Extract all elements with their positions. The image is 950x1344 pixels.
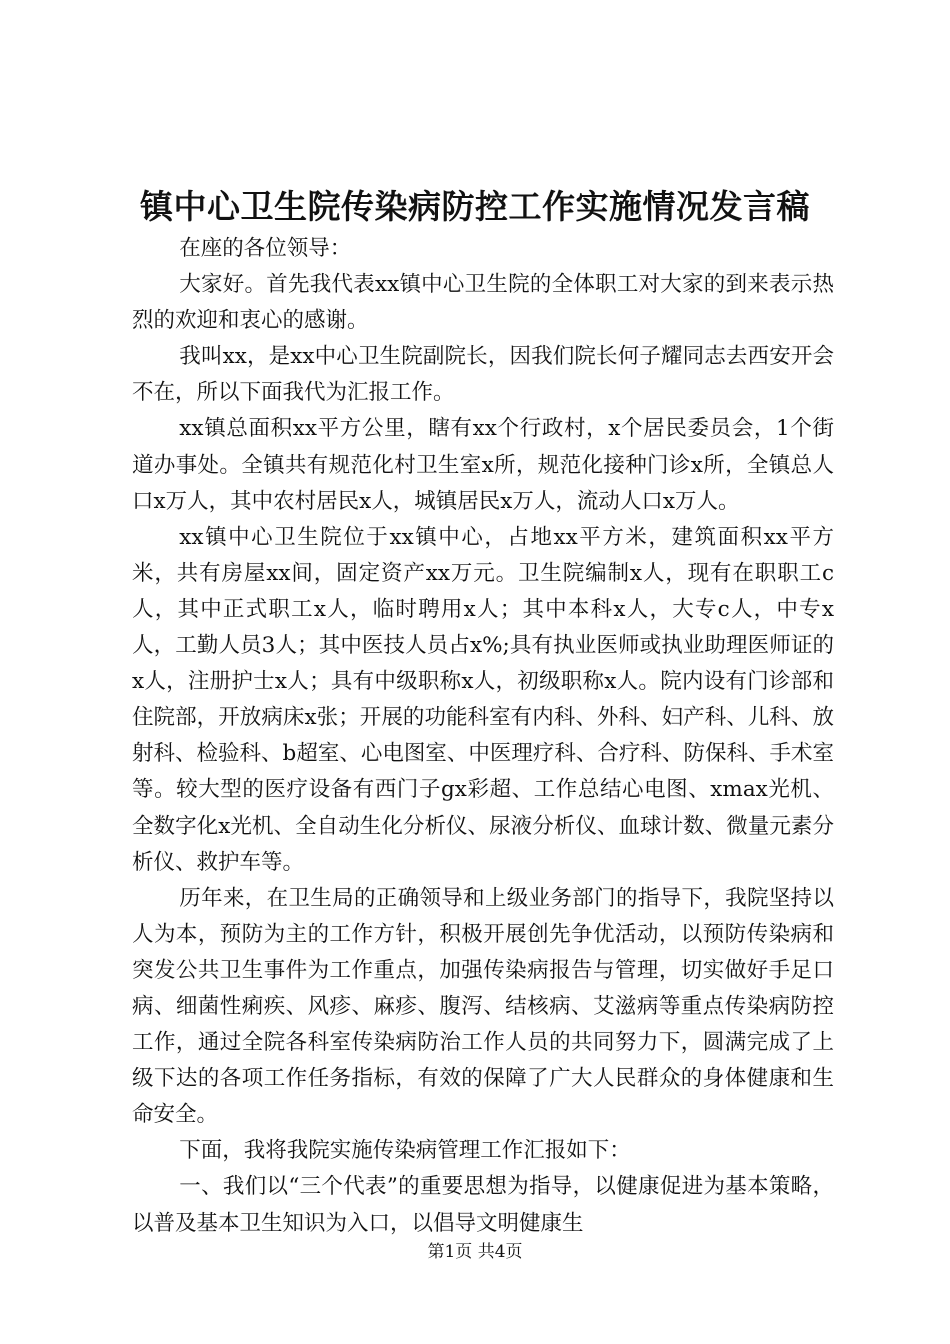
paragraph-town-overview: xx镇总面积xx平方公里，瞎有xx个行政村，x个居民委员会，1个街道办事处。全镇共有规范化村卫生室x所，规范化接种门诊x所，全镇总人口x万人，其中农村居民x人，城镇居民x万人，流动人口x万人。 [132,416,834,514]
paragraph-hospital-overview: xx镇中心卫生院位于xx镇中心，占地xx平方米，建筑面积xx平方米，共有房屋xx间，固定资产xx万元。卫生院编制x人，现有在职职工c人，其中正式职工x人，临时聘用x人；其中本科x人，大专c人，中专x人，工勤人员3人；其中医技人员占x%;具有执业医师或执业助理医师证的x人，注册护士x人；具有中级职称x人，初级职称x人。院内设有门诊部和住院部，开放病床x张；开展的功能科室有内科、外科、妇产科、儿科、放射科、检验科、b超室、心电图室、中医理疗科、合疗科、防保科、手术室等。较大型的医疗设备有西门子gx彩超、工作总结心电图、xmax光机、全数字化x光机、全自动生化分析仪、尿液分析仪、血球计数、微量元素分析仪、救护车等。 [132,524,834,875]
paragraph-greeting: 大家好。首先我代表xx镇中心卫生院的全体职工对大家的到来表示热烈的欢迎和衷心的感谢。 [132,272,834,334]
paragraph-report-lead: 下面，我将我院实施传染病管理工作汇报如下： [179,1138,631,1164]
page-number-footer: 第1页 共4页 [427,1242,523,1262]
paragraph-section-one: 一、我们以“三个代表”的重要思想为指导，以健康促进为基本策略，以普及基本卫生知识为入口，以倡导文明健康生 [132,1174,834,1236]
document-title: 镇中心卫生院传染病防控工作实施情况发言稿 [140,187,810,226]
paragraph-introduction: 我叫xx，是xx中心卫生院副院长，因我们院长何子耀同志去西安开会不在，所以下面我代为汇报工作。 [132,344,834,406]
paragraph-salutation: 在座的各位领导： [179,236,352,261]
document-body [132,231,834,1242]
paragraph-work-summary: 历年来，在卫生局的正确领导和上级业务部门的指导下，我院坚持以人为本，预防为主的工作方针，积极开展创先争优活动，以预防传染病和突发公共卫生事件为工作重点，加强传染病报告与管理，切实做好手足口病、细菌性痢疾、风疹、麻疹、腹泻、结核病、艾滋病等重点传染病防控工作，通过全院各科室传染病防治工作人员的共同努力下，圆满完成了上级下达的各项工作任务指标，有效的保障了广大人民群众的身体健康和生命安全。 [132,885,834,1128]
